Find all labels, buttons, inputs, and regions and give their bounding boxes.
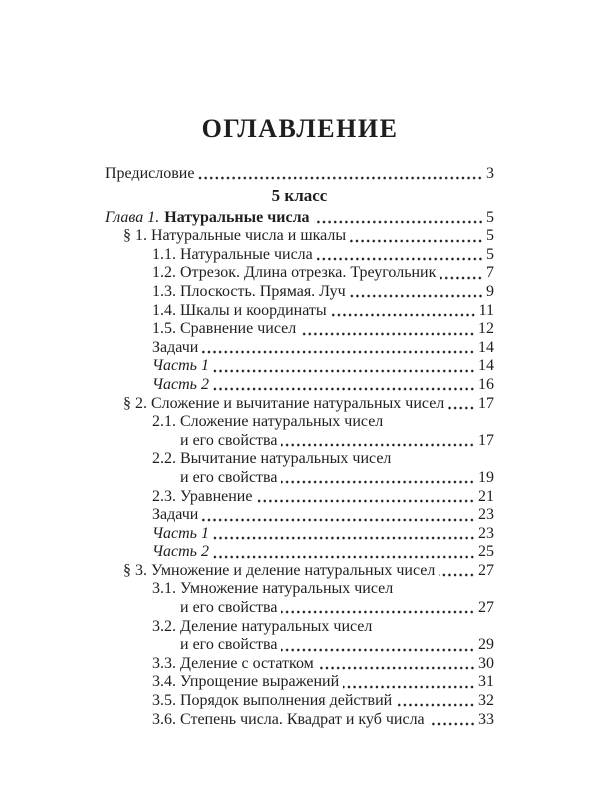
dot-leader [300, 320, 475, 339]
toc-entry-label: 1.4. Шкалы и координаты [152, 301, 327, 319]
toc-entry-label: 3.1. Умножение натуральных чисел [152, 580, 394, 598]
toc-entry [105, 376, 494, 395]
toc-entry-page: 12 [478, 320, 494, 338]
toc-entry-page: 5 [486, 227, 494, 245]
toc-entry [105, 469, 494, 488]
toc-entry-page: 7 [486, 264, 494, 282]
toc-entry-label: 1.5. Сравнение чисел [152, 320, 297, 338]
toc-entry-label: 2.3. Уравнение [152, 487, 253, 505]
toc-entry [105, 618, 494, 637]
toc-entry [105, 450, 494, 469]
dot-leader [350, 227, 483, 246]
toc-entry [105, 283, 494, 302]
dot-leader [429, 711, 475, 730]
toc-entry-page: 16 [478, 375, 494, 393]
toc-entry-page: 5 [486, 245, 494, 263]
toc-entry-page: 5 [486, 208, 494, 226]
toc-entry [105, 320, 494, 339]
toc-entry [105, 562, 494, 581]
toc-entry-label: Предисловие [105, 165, 195, 182]
dot-leader [213, 357, 475, 376]
toc-entry [105, 165, 494, 184]
toc-entry-page: 29 [478, 636, 494, 654]
dot-leader [281, 636, 475, 655]
toc-entry-label: Задачи [152, 506, 199, 524]
toc-list [105, 165, 494, 729]
toc-entry-label: 3.3. Деление с остатком [152, 654, 314, 672]
toc-entry-page: 27 [478, 599, 494, 617]
dot-leader [213, 543, 475, 562]
toc-entry-page: 14 [478, 338, 494, 356]
toc-entry-label: § 1. Натуральные числа и шкалы [123, 227, 347, 245]
toc-entry-page: 17 [478, 431, 494, 449]
toc-entry-page: 33 [478, 710, 494, 728]
toc-entry [105, 599, 494, 618]
toc-entry-label: 2.1. Сложение натуральных чисел [152, 413, 384, 431]
toc-entry [105, 488, 494, 507]
dot-leader [439, 562, 475, 581]
dot-leader [396, 692, 475, 711]
toc-entry-page: 19 [478, 468, 494, 486]
toc-entry [105, 302, 494, 321]
toc-entry-page: 21 [478, 487, 494, 505]
toc-entry-label: и его свойства [180, 468, 278, 486]
toc-entry [105, 246, 494, 265]
toc-entry-label: 3.2. Деление натуральных чисел [152, 617, 373, 635]
toc-group-heading: 5 класс [271, 185, 328, 205]
toc-entry-page: 31 [478, 673, 494, 691]
toc-entry [105, 580, 494, 599]
toc-entry-label: и его свойства [180, 636, 278, 654]
toc-entry-label: 3.5. Порядок выполнения действий [152, 692, 393, 710]
toc-entry [105, 711, 494, 730]
dot-leader [317, 246, 483, 265]
toc-entry-label: 2.2. Вычитание натуральных чисел [152, 450, 392, 468]
toc-entry-page: 23 [478, 506, 494, 524]
toc-entry-label: 1.2. Отрезок. Длина отрезка. Треугольник [152, 264, 437, 282]
toc-entry-label: 3.6. Степень числа. Квадрат и куб числа [152, 710, 425, 728]
toc-entry-page: 17 [478, 394, 494, 412]
toc-entry [105, 543, 494, 562]
toc-entry-label: 1.3. Плоскость. Прямая. Луч [152, 282, 346, 300]
toc-entry-label: и его свойства [180, 599, 278, 617]
toc-entry-label: Натуральные числа [164, 208, 310, 226]
toc-entry [105, 432, 494, 451]
dot-leader [198, 165, 483, 184]
dot-leader [281, 599, 475, 618]
toc-entry [105, 525, 494, 544]
toc-entry-page: 23 [478, 524, 494, 542]
toc-entry-label: § 3. Умножение и деление натуральных чисел [123, 561, 436, 579]
dot-leader [281, 469, 475, 488]
dot-leader [213, 525, 475, 544]
toc-entry [105, 655, 494, 674]
dot-leader [440, 264, 483, 283]
toc-entry-label: Часть 1 [152, 524, 209, 542]
toc-entry-label: Задачи [152, 338, 199, 356]
toc-entry-page: 25 [478, 543, 494, 561]
dot-leader [331, 302, 476, 321]
dot-leader [281, 432, 475, 451]
dot-leader [343, 673, 475, 692]
toc-entry-label: Часть 2 [152, 543, 209, 561]
dot-leader [213, 376, 475, 395]
toc-entry-page: 14 [478, 357, 494, 375]
toc-entry [105, 227, 494, 246]
dot-leader [350, 283, 483, 302]
toc-entry [105, 395, 494, 414]
toc-entry-label: 1.1. Натуральные числа [152, 245, 313, 263]
toc-entry [105, 413, 494, 432]
toc-entry-label: 3.4. Упрощение выражений [152, 673, 340, 691]
toc-entry-page: 11 [478, 301, 494, 319]
toc-entry [105, 506, 494, 525]
toc-entry-label: Часть 2 [152, 375, 209, 393]
toc-entry-page: 9 [486, 282, 494, 300]
toc-entry-page: 3 [486, 165, 494, 182]
dot-leader [256, 488, 475, 507]
dot-leader [202, 339, 475, 358]
dot-leader [448, 395, 475, 414]
toc-entry-label: Часть 1 [152, 357, 209, 375]
dot-leader [314, 209, 483, 228]
toc-entry-chapter-prefix: Глава 1. [105, 208, 160, 226]
toc-entry-label: и его свойства [180, 431, 278, 449]
toc-entry [105, 673, 494, 692]
toc-entry-page: 32 [478, 692, 494, 710]
toc-entry-page: 30 [478, 654, 494, 672]
toc-entry [105, 692, 494, 711]
toc-entry [105, 357, 494, 376]
dot-leader [318, 655, 475, 674]
toc-entry-label: § 2. Сложение и вычитание натуральных чисел [123, 394, 445, 412]
dot-leader [202, 506, 475, 525]
toc-entry [105, 209, 494, 228]
toc-entry [105, 339, 494, 358]
toc-entry [105, 636, 494, 655]
toc-entry-page: 27 [478, 561, 494, 579]
page-title: ОГЛАВЛЕНИЕ [201, 114, 399, 143]
toc-entry [105, 264, 494, 283]
